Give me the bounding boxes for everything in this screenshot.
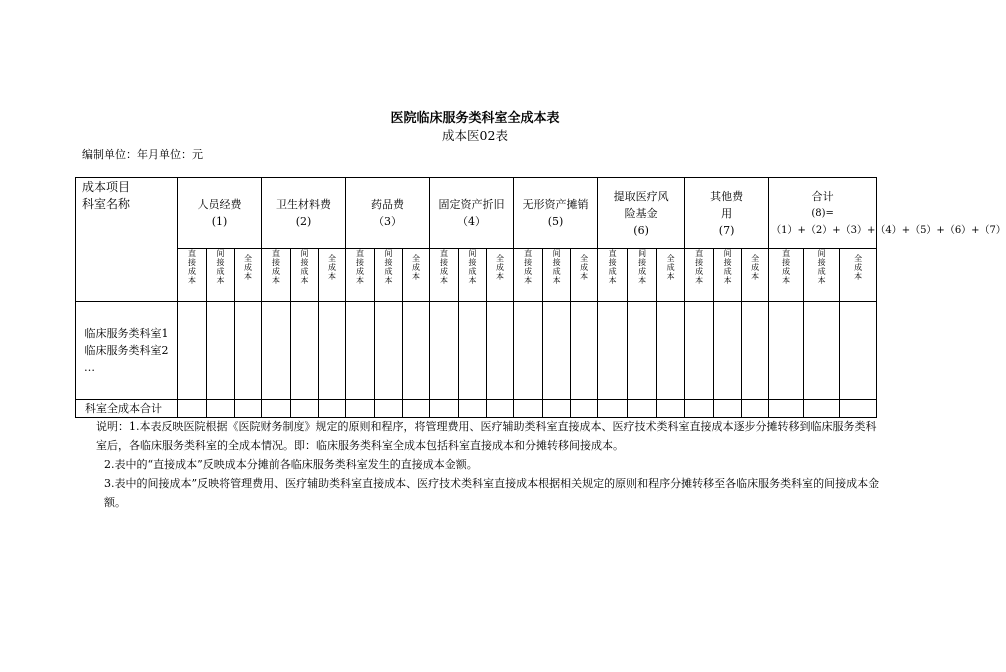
subheader-direct: 直接成本	[524, 248, 533, 285]
subheader-cell	[375, 249, 403, 302]
category-header	[514, 178, 598, 249]
category-name: 人员经费	[197, 198, 242, 211]
category-header	[346, 178, 430, 249]
category-num: （4）	[457, 215, 487, 228]
subheader-full: 全成本	[412, 253, 421, 281]
subheader-cell	[543, 249, 571, 302]
category-num: (5)	[547, 215, 564, 228]
subheader-row	[76, 249, 877, 302]
subheader-full: 全成本	[244, 253, 252, 281]
row-label: 临床服务类科室2	[84, 344, 169, 357]
subheader-direct: 直接成本	[782, 248, 791, 285]
subheader-direct: 直接成本	[188, 248, 196, 285]
category-num: (7)	[718, 223, 735, 237]
subheader-full: 全成本	[496, 253, 505, 281]
category-header	[685, 178, 769, 249]
subheader-cell	[804, 249, 840, 302]
subheader-direct: 直接成本	[695, 248, 704, 285]
category-header	[262, 178, 346, 249]
subheader-cell	[291, 249, 319, 302]
subheader-cell	[714, 249, 742, 302]
corner-line1: 成本项目	[82, 180, 131, 194]
category-name: 卫生材料费	[276, 198, 332, 211]
subheader-full: 全成本	[854, 253, 863, 281]
subheader-cell	[178, 249, 207, 302]
subheader-cell	[840, 249, 877, 302]
subheader-cell	[657, 249, 685, 302]
subheader-cell	[430, 249, 459, 302]
category-num: (2)	[295, 215, 312, 228]
category-name: 提取医疗风险基金	[613, 189, 669, 220]
corner-line2: 科室名称	[82, 197, 131, 211]
category-name: 合计	[811, 189, 834, 203]
subheader-indirect: 间接成本	[723, 248, 732, 285]
row-header	[76, 302, 178, 400]
subheader-full: 全成本	[580, 253, 589, 281]
subheader-direct: 直接成本	[356, 248, 365, 285]
cost-table	[75, 177, 1006, 418]
page-subtitle: 成本医02表	[442, 128, 508, 143]
subheader-direct: 直接成本	[272, 248, 280, 285]
subheader-cell	[235, 249, 262, 302]
subheader-cell	[514, 249, 543, 302]
subheader-cell	[346, 249, 375, 302]
page-title: 医院临床服务类科室全成本表	[390, 111, 560, 126]
subheader-indirect: 间接成本	[300, 248, 309, 285]
subheader-cell	[769, 249, 804, 302]
row-label: 临床服务类科室1	[84, 327, 169, 340]
category-header	[769, 178, 1006, 249]
note-1: 说明：1.本表反映医院根据《医院财务制度》规定的原则和程序，将管理费用、医疗辅助类科室直接成本、医疗技术类科室直接成本逐步分摊转移到临床服务类科室后，各临床服务类科室的全成本情况。即：临床服务类科室全成本包括科室直接成本和分摊转移间接成本。	[96, 420, 877, 452]
subheader-indirect: 间接成本	[817, 248, 826, 285]
subheader-indirect: 间接成本	[216, 248, 225, 285]
unit-line: 编制单位：年月单位：元	[82, 148, 203, 161]
note-2: 2.表中的“直接成本”反映成本分摊前各临床服务类科室发生的直接成本金额。	[104, 458, 478, 471]
total-row	[76, 400, 877, 418]
category-num: （3）	[373, 215, 403, 228]
subheader-cell	[459, 249, 487, 302]
subheader-cell	[262, 249, 291, 302]
subheader-cell	[571, 249, 598, 302]
total-row-label: 科室全成本合计	[76, 400, 178, 418]
notes	[96, 417, 886, 512]
category-name: 其他费用	[710, 189, 744, 220]
subheader-indirect: 间接成本	[552, 248, 561, 285]
subheader-direct: 直接成本	[608, 248, 617, 285]
subheader-indirect: 间接成本	[468, 248, 477, 285]
subheader-cell	[319, 249, 346, 302]
subheader-indirect: 间接成本	[638, 248, 647, 285]
subheader-full: 全成本	[666, 253, 675, 281]
category-name: 无形资产摊销	[522, 198, 589, 211]
category-header	[598, 178, 685, 249]
subheader-cell	[207, 249, 235, 302]
row-label: …	[84, 361, 95, 374]
category-num: (1)	[211, 215, 228, 228]
subheader-cell	[403, 249, 430, 302]
subheader-direct: 直接成本	[440, 248, 449, 285]
subheader-full: 全成本	[751, 253, 760, 281]
note-3: 3.表中的间接成本”反映将管理费用、医疗辅助类科室直接成本、医疗技术类科室直接成本根据相关规定的原则和程序分摊转移至各临床服务类科室的间接成本金额。	[104, 477, 880, 509]
subheader-cell	[487, 249, 514, 302]
category-name: 药品费	[371, 198, 405, 211]
subheader-cell	[742, 249, 769, 302]
category-num: (6)	[633, 223, 649, 237]
category-header	[178, 178, 262, 249]
table-row	[76, 302, 877, 400]
category-header-row	[76, 178, 877, 249]
subheader-cell	[628, 249, 657, 302]
subheader-cell	[685, 249, 714, 302]
category-num: (8)=（1）+（2）+（3）+（4）+（5）+（6）+（7）	[771, 207, 1006, 236]
category-name: 固定资产折旧	[438, 198, 505, 211]
corner-cell	[76, 178, 178, 302]
subheader-indirect: 间接成本	[384, 248, 393, 285]
category-header	[430, 178, 514, 249]
subheader-cell	[598, 249, 628, 302]
subheader-full: 全成本	[328, 253, 337, 281]
